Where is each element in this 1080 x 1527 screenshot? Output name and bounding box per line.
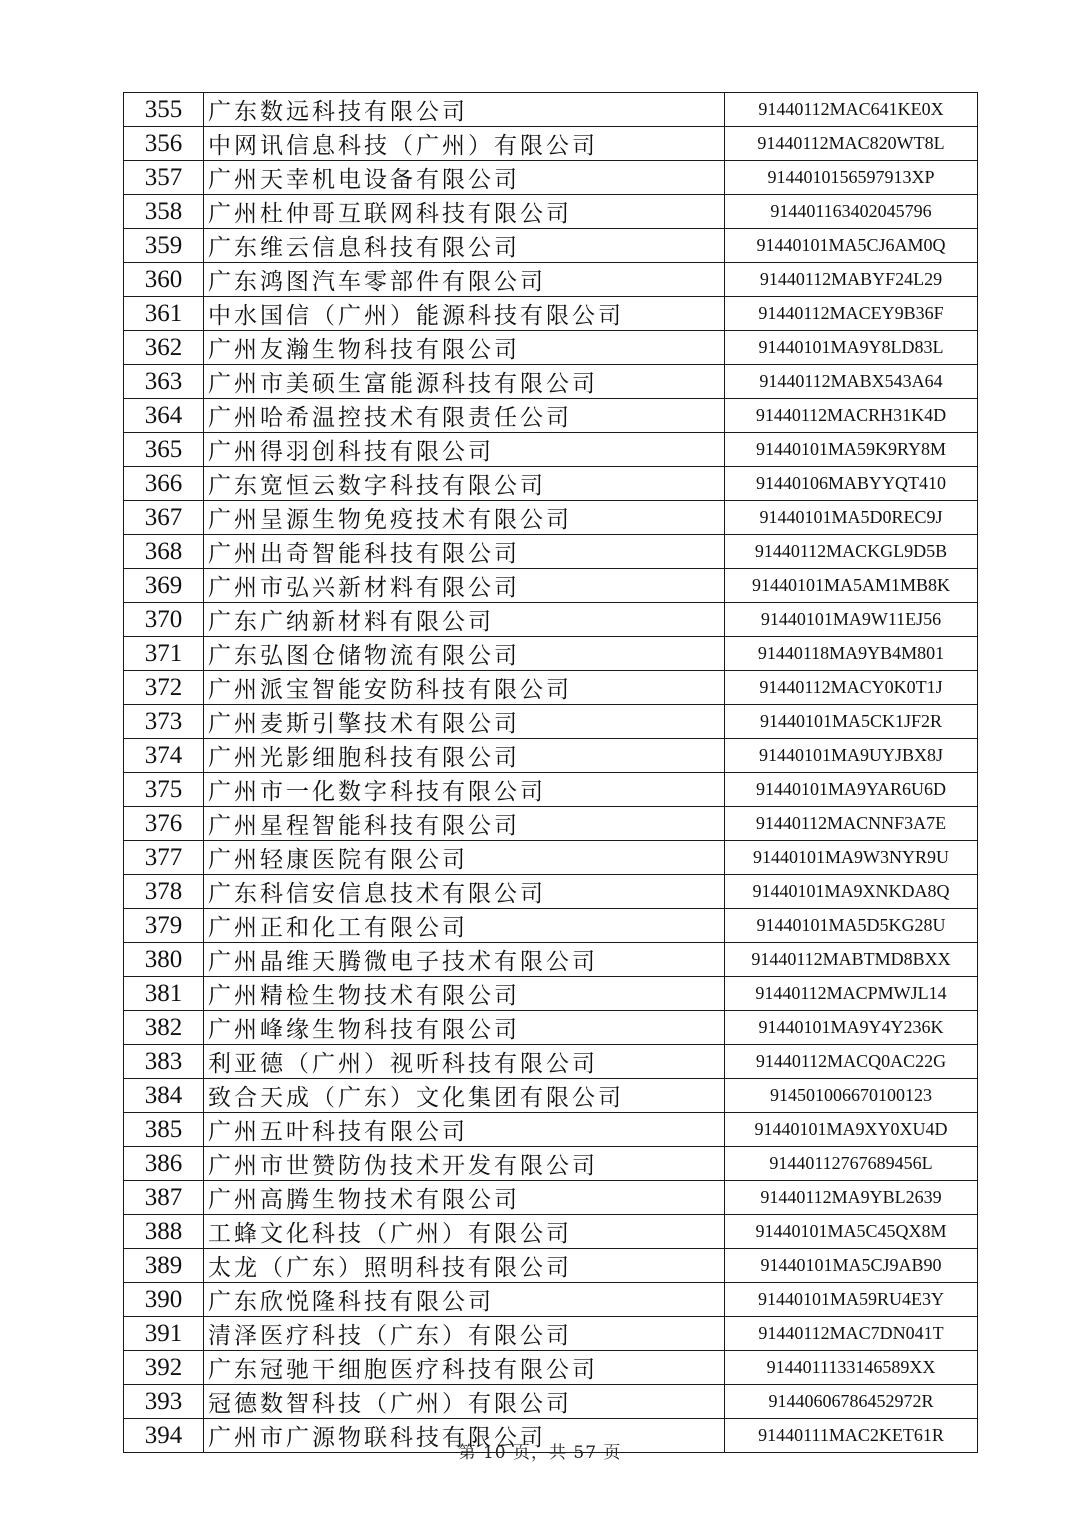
table-row — [124, 1011, 978, 1045]
table-row — [124, 943, 978, 977]
table-row — [124, 331, 978, 365]
company-name: 广州得羽创科技有限公司 — [204, 433, 725, 467]
table-row — [124, 365, 978, 399]
row-number: 374 — [124, 739, 204, 773]
row-number: 368 — [124, 535, 204, 569]
company-name: 致合天成（广东）文化集团有限公司 — [204, 1079, 725, 1113]
table-row — [124, 1181, 978, 1215]
company-name: 利亚德（广州）视听科技有限公司 — [204, 1045, 725, 1079]
company-name: 广州市广源物联科技有限公司 — [204, 1419, 725, 1453]
company-name: 广东欣悦隆科技有限公司 — [204, 1283, 725, 1317]
table-row — [124, 1147, 978, 1181]
table-row — [124, 875, 978, 909]
row-number: 375 — [124, 773, 204, 807]
table-row — [124, 195, 978, 229]
credit-code: 91440112MACKGL9D5B — [725, 535, 978, 569]
company-name: 广东数远科技有限公司 — [204, 93, 725, 127]
company-name: 广州麦斯引擎技术有限公司 — [204, 705, 725, 739]
credit-code: 91440112MAC641KE0X — [725, 93, 978, 127]
credit-code: 91440101MA9W11EJ56 — [725, 603, 978, 637]
company-name: 广东维云信息科技有限公司 — [204, 229, 725, 263]
credit-code: 91440112MACQ0AC22G — [725, 1045, 978, 1079]
credit-code: 91440112MACPMWJL14 — [725, 977, 978, 1011]
row-number: 380 — [124, 943, 204, 977]
table-row — [124, 1079, 978, 1113]
table-row — [124, 1283, 978, 1317]
company-name: 广州星程智能科技有限公司 — [204, 807, 725, 841]
company-name: 广州派宝智能安防科技有限公司 — [204, 671, 725, 705]
row-number: 356 — [124, 127, 204, 161]
row-number: 355 — [124, 93, 204, 127]
row-number: 360 — [124, 263, 204, 297]
table-row — [124, 1317, 978, 1351]
credit-code: 91440112MABYF24L29 — [725, 263, 978, 297]
credit-code: 91440606786452972R — [725, 1385, 978, 1419]
credit-code: 9144010156597913XP — [725, 161, 978, 195]
table-row — [124, 1385, 978, 1419]
row-number: 388 — [124, 1215, 204, 1249]
table-row — [124, 501, 978, 535]
company-name: 广东宽恒云数字科技有限公司 — [204, 467, 725, 501]
table-row — [124, 535, 978, 569]
table-row — [124, 807, 978, 841]
table-row — [124, 773, 978, 807]
credit-code: 91440112767689456L — [725, 1147, 978, 1181]
table-row — [124, 1249, 978, 1283]
table-row — [124, 93, 978, 127]
table-row — [124, 229, 978, 263]
credit-code: 91440112MACEY9B36F — [725, 297, 978, 331]
credit-code: 91440112MA9YBL2639 — [725, 1181, 978, 1215]
credit-code: 91440101MA9Y8LD83L — [725, 331, 978, 365]
credit-code: 91440101MA5D5KG28U — [725, 909, 978, 943]
credit-code: 91440112MACNNF3A7E — [725, 807, 978, 841]
table-row — [124, 467, 978, 501]
credit-code: 914401163402045796 — [725, 195, 978, 229]
credit-code: 91440101MA5CJ9AB90 — [725, 1249, 978, 1283]
company-name: 广州杜仲哥互联网科技有限公司 — [204, 195, 725, 229]
credit-code: 91440112MABTMD8BXX — [725, 943, 978, 977]
credit-code: 91440106MABYYQT410 — [725, 467, 978, 501]
credit-code: 91440111MAC2KET61R — [725, 1419, 978, 1453]
company-name: 中水国信（广州）能源科技有限公司 — [204, 297, 725, 331]
row-number: 365 — [124, 433, 204, 467]
table-row — [124, 739, 978, 773]
credit-code: 91440101MA59K9RY8M — [725, 433, 978, 467]
company-name: 广州峰缘生物科技有限公司 — [204, 1011, 725, 1045]
row-number: 377 — [124, 841, 204, 875]
company-name: 广州出奇智能科技有限公司 — [204, 535, 725, 569]
company-name: 中网讯信息科技（广州）有限公司 — [204, 127, 725, 161]
company-name: 广州友瀚生物科技有限公司 — [204, 331, 725, 365]
credit-code: 91440112MAC820WT8L — [725, 127, 978, 161]
row-number: 381 — [124, 977, 204, 1011]
table-row — [124, 637, 978, 671]
credit-code: 91440112MABX543A64 — [725, 365, 978, 399]
row-number: 383 — [124, 1045, 204, 1079]
credit-code: 91440101MA9XY0XU4D — [725, 1113, 978, 1147]
table-row — [124, 399, 978, 433]
company-name: 冠德数智科技（广州）有限公司 — [204, 1385, 725, 1419]
credit-code: 91440101MA5D0REC9J — [725, 501, 978, 535]
row-number: 386 — [124, 1147, 204, 1181]
credit-code: 91440118MA9YB4M801 — [725, 637, 978, 671]
row-number: 378 — [124, 875, 204, 909]
row-number: 385 — [124, 1113, 204, 1147]
company-name: 太龙（广东）照明科技有限公司 — [204, 1249, 725, 1283]
company-list-table — [123, 92, 978, 1453]
table-row — [124, 671, 978, 705]
company-name: 广州五叶科技有限公司 — [204, 1113, 725, 1147]
row-number: 379 — [124, 909, 204, 943]
row-number: 362 — [124, 331, 204, 365]
credit-code: 914501006670100123 — [725, 1079, 978, 1113]
row-number: 369 — [124, 569, 204, 603]
row-number: 366 — [124, 467, 204, 501]
row-number: 371 — [124, 637, 204, 671]
company-list-body — [124, 93, 978, 1453]
row-number: 373 — [124, 705, 204, 739]
company-name: 广州天幸机电设备有限公司 — [204, 161, 725, 195]
credit-code: 91440101MA9W3NYR9U — [725, 841, 978, 875]
table-row — [124, 127, 978, 161]
row-number: 367 — [124, 501, 204, 535]
row-number: 392 — [124, 1351, 204, 1385]
credit-code: 91440101MA9YAR6U6D — [725, 773, 978, 807]
table-row — [124, 977, 978, 1011]
credit-code: 91440112MACRH31K4D — [725, 399, 978, 433]
credit-code: 91440101MA5C45QX8M — [725, 1215, 978, 1249]
table-row — [124, 569, 978, 603]
row-number: 376 — [124, 807, 204, 841]
row-number: 382 — [124, 1011, 204, 1045]
row-number: 372 — [124, 671, 204, 705]
company-name: 广东广纳新材料有限公司 — [204, 603, 725, 637]
table-row — [124, 263, 978, 297]
table-row — [124, 161, 978, 195]
credit-code: 91440101MA5CK1JF2R — [725, 705, 978, 739]
credit-code: 91440112MAC7DN041T — [725, 1317, 978, 1351]
row-number: 370 — [124, 603, 204, 637]
row-number: 364 — [124, 399, 204, 433]
company-name: 广州高腾生物技术有限公司 — [204, 1181, 725, 1215]
credit-code: 91440101MA5CJ6AM0Q — [725, 229, 978, 263]
credit-code: 9144011133146589XX — [725, 1351, 978, 1385]
credit-code: 91440101MA9XNKDA8Q — [725, 875, 978, 909]
table-row — [124, 433, 978, 467]
company-name: 广州市美硕生富能源科技有限公司 — [204, 365, 725, 399]
row-number: 357 — [124, 161, 204, 195]
company-name: 广州哈希温控技术有限责任公司 — [204, 399, 725, 433]
row-number: 387 — [124, 1181, 204, 1215]
company-name: 广州市世赞防伪技术开发有限公司 — [204, 1147, 725, 1181]
company-name: 工蜂文化科技（广州）有限公司 — [204, 1215, 725, 1249]
company-name: 清泽医疗科技（广东）有限公司 — [204, 1317, 725, 1351]
page-footer: 第 10 页，共 57 页 — [458, 1443, 622, 1463]
company-name: 广东科信安信息技术有限公司 — [204, 875, 725, 909]
table-row — [124, 705, 978, 739]
credit-code: 91440101MA5AM1MB8K — [725, 569, 978, 603]
company-name: 广州市弘兴新材料有限公司 — [204, 569, 725, 603]
row-number: 363 — [124, 365, 204, 399]
row-number: 391 — [124, 1317, 204, 1351]
company-name: 广州正和化工有限公司 — [204, 909, 725, 943]
table-row — [124, 1215, 978, 1249]
table-row — [124, 1351, 978, 1385]
table-row — [124, 603, 978, 637]
company-name: 广州精检生物技术有限公司 — [204, 977, 725, 1011]
row-number: 384 — [124, 1079, 204, 1113]
company-name: 广州晶维天腾微电子技术有限公司 — [204, 943, 725, 977]
row-number: 393 — [124, 1385, 204, 1419]
company-name: 广东弘图仓储物流有限公司 — [204, 637, 725, 671]
row-number: 359 — [124, 229, 204, 263]
row-number: 389 — [124, 1249, 204, 1283]
table-row — [124, 1045, 978, 1079]
table-row — [124, 297, 978, 331]
row-number: 361 — [124, 297, 204, 331]
company-name: 广州呈源生物免疫技术有限公司 — [204, 501, 725, 535]
row-number: 394 — [124, 1419, 204, 1453]
table-row — [124, 1113, 978, 1147]
row-number: 358 — [124, 195, 204, 229]
company-name: 广东鸿图汽车零部件有限公司 — [204, 263, 725, 297]
company-name: 广州光影细胞科技有限公司 — [204, 739, 725, 773]
credit-code: 91440112MACY0K0T1J — [725, 671, 978, 705]
table-row — [124, 909, 978, 943]
table-row — [124, 841, 978, 875]
credit-code: 91440101MA9Y4Y236K — [725, 1011, 978, 1045]
row-number: 390 — [124, 1283, 204, 1317]
credit-code: 91440101MA59RU4E3Y — [725, 1283, 978, 1317]
company-name: 广东冠驰干细胞医疗科技有限公司 — [204, 1351, 725, 1385]
credit-code: 91440101MA9UYJBX8J — [725, 739, 978, 773]
company-name: 广州市一化数字科技有限公司 — [204, 773, 725, 807]
company-name: 广州轻康医院有限公司 — [204, 841, 725, 875]
